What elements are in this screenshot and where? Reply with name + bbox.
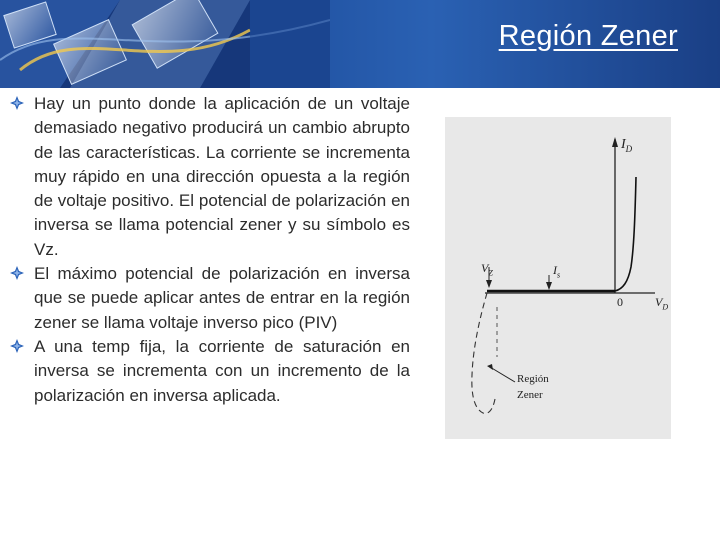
bullet-text: A una temp fija, la corriente de saturación en inversa se incrementa con un incremento de la polarización en inversa aplicada. (34, 336, 410, 405)
voltage-axis-label: $V_D$ (655, 295, 669, 312)
region-label-line1: Región (517, 373, 549, 385)
bullet-item (10, 335, 410, 408)
diamond-bullet-icon (10, 266, 24, 280)
bullet-item (10, 262, 410, 335)
is-label: $I_s$ (553, 263, 561, 280)
current-axis-label: $I_D$ (621, 137, 633, 154)
bullet-list (10, 92, 410, 408)
diamond-bullet-icon (10, 96, 24, 110)
header-band (0, 0, 720, 88)
zener-characteristic-figure (445, 117, 671, 439)
decorative-banner-graphic (0, 0, 330, 88)
zener-breakdown-curve (472, 293, 495, 413)
bullet-text: El máximo potencial de polarización en inversa que se puede aplicar antes de entrar en la región zener se llama voltaje inverso pico (PIV) (34, 264, 410, 332)
slide-title: Región Zener (498, 20, 678, 52)
bullet-text: Hay un punto donde la aplicación de un voltaje demasiado negativo producirá un cambio abrupto de las características. La corriente se incrementa muy rápido en una dirección opuesta a la región de voltaje positivo. El potencial de polarización en inversa se llama potencial zener y su símbolo es Vz. (34, 94, 410, 259)
current-axis-arrow (612, 137, 618, 147)
diamond-bullet-icon (10, 339, 24, 353)
vz-label: $V_Z$ (481, 261, 493, 278)
origin-label: 0 (617, 295, 623, 309)
region-pointer (490, 367, 515, 382)
region-label-line2: Zener (517, 389, 543, 401)
bullet-item (10, 92, 410, 262)
forward-curve (615, 177, 636, 291)
